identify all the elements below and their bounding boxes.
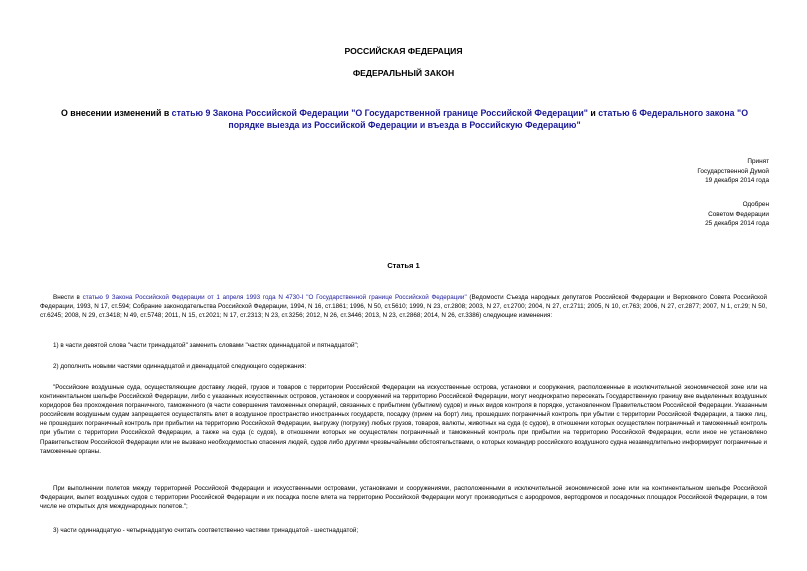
- country-heading: РОССИЙСКАЯ ФЕДЕРАЦИЯ: [344, 46, 463, 56]
- law-type-heading: ФЕДЕРАЛЬНЫЙ ЗАКОН: [352, 68, 455, 78]
- adopted-body: Государственной Думой: [697, 167, 769, 175]
- adopted-block: [697, 157, 769, 186]
- intro-link-law-4730[interactable]: статью 9 Закона Российской Федерации от 1 апреля 1993 года N 4730-I "О Государственной границе Российской Федерации": [82, 294, 467, 301]
- title-link-exit-entry-law[interactable]: статью 6 Федерального закона "О порядке выезда из Российской Федерации и въезда в Российскую Федерацию": [228, 108, 749, 130]
- item-3: 3) части одиннадцатую - четырнадцатую считать соответственно частями тринадцатой - шестнадцатой;: [53, 527, 359, 534]
- approved-label: Одобрен: [742, 201, 769, 208]
- law-title: [52, 108, 757, 131]
- item-2: 2) дополнить новыми частями одиннадцатой и двенадцатой следующего содержания:: [53, 363, 307, 370]
- approved-block: [705, 200, 769, 229]
- quote-paragraph-2: При выполнении полетов между территорией Российской Федерации и искусственными островами, установками и сооружениями, расположенными в исключительной экономической зоне или на континентальном шельфе Российской Федерации, вылет воздушных судов с территории Российской Федерации и их посадка после влета на территорию Российской Федерации могут производиться с аэродромов, вертодромов и посадочных площадок Российской Федерации, в том числе не открытых для международных полетов.";: [40, 485, 767, 511]
- approved-body: Советом Федерации: [708, 210, 769, 218]
- item-1: 1) в части девятой слова "части тринадцатой" заменить словами "частях одиннадцатой и пятнадцатой";: [53, 342, 359, 349]
- title-prefix: О внесении изменений в: [60, 108, 172, 118]
- intro-prefix: Внести в: [53, 294, 83, 301]
- article-heading: Статья 1: [387, 261, 420, 270]
- article-intro: [40, 293, 767, 320]
- adopted-date: 19 декабря 2014 года: [705, 177, 769, 185]
- title-link-state-border-law[interactable]: статью 9 Закона Российской Федерации "О Государственной границе Российской Федерации": [171, 108, 588, 118]
- intro-rest: (Ведомости Съезда народных депутатов Российской Федерации и Верховного Совета Российской Федерации, 1993, N 17, ст.594; Собрание законодательства Российской Федерации, 1994, N 16, ст.1861; 1996, N 50, ст.5610; 1999, N 23, ст.2808; 2003, N 27, ст.2700; 2004, N 27, ст.2711; 2005, N 10, ст.763; 2006, N 27, ст.2877; 2007, N 1, ст.29; N 50, ст.6245; 2008, N 29, ст.3418; N 49, ст.5748; 2011, N 15, ст.2021; N 17, ст.2313; N 23, ст.3256; 2012, N 26, ст.3446; 2013, N 23, ст.2868; 2014, N 26, ст.3386) следующие изменения:: [40, 294, 768, 320]
- quote-paragraph-1: "Российские воздушные суда, осуществляющие доставку людей, грузов и товаров с территории Российской Федерации на искусственные острова, установки и сооружения, расположенные в исключительной экономической зоне или на континентальном шельфе Российской Федерации, либо с указанных искусственных островов, установок и сооружений на территорию Российской Федерации, могут неоднократно пересекать Государственную границу вне выделенных воздушных коридоров без прохождения пограничного, таможенного (в части совершения таможенных операций, связанных с прибытием (убытием) судов) и иных видов контроля в порядке, установленном Правительством Российской Федерации. Указанным российским воздушным судам запрещается осуществлять влет в воздушное пространство иностранных государств, посадку (прием на борт) лиц, прошедших пограничный контроль при убытии с территории Российской Федерации, а также лиц, не прошедших пограничный контроль при прибытии на территорию Российской Федерации, выгрузку (погрузку) любых грузов, товаров, валюты, животных на суда (с судов), в отношении которых осуществлен пограничный и таможенный контроль при убытии с территории Российской Федерации, а также на суда (с судов), в отношении которых не осуществлен пограничный и таможенный контроль при прибытии на территорию Российской Федерации, если иное не установлено Правительством Российской Федерации или не вызвано необходимостью спасения людей, судов либо другими чрезвычайными обстоятельствами, о которых командир российского воздушного судна незамедлительно информирует пограничные и таможенные органы.: [40, 384, 767, 455]
- title-middle: и: [587, 108, 599, 118]
- adopted-label: Принят: [747, 158, 769, 165]
- approved-date: 25 декабря 2014 года: [705, 220, 769, 228]
